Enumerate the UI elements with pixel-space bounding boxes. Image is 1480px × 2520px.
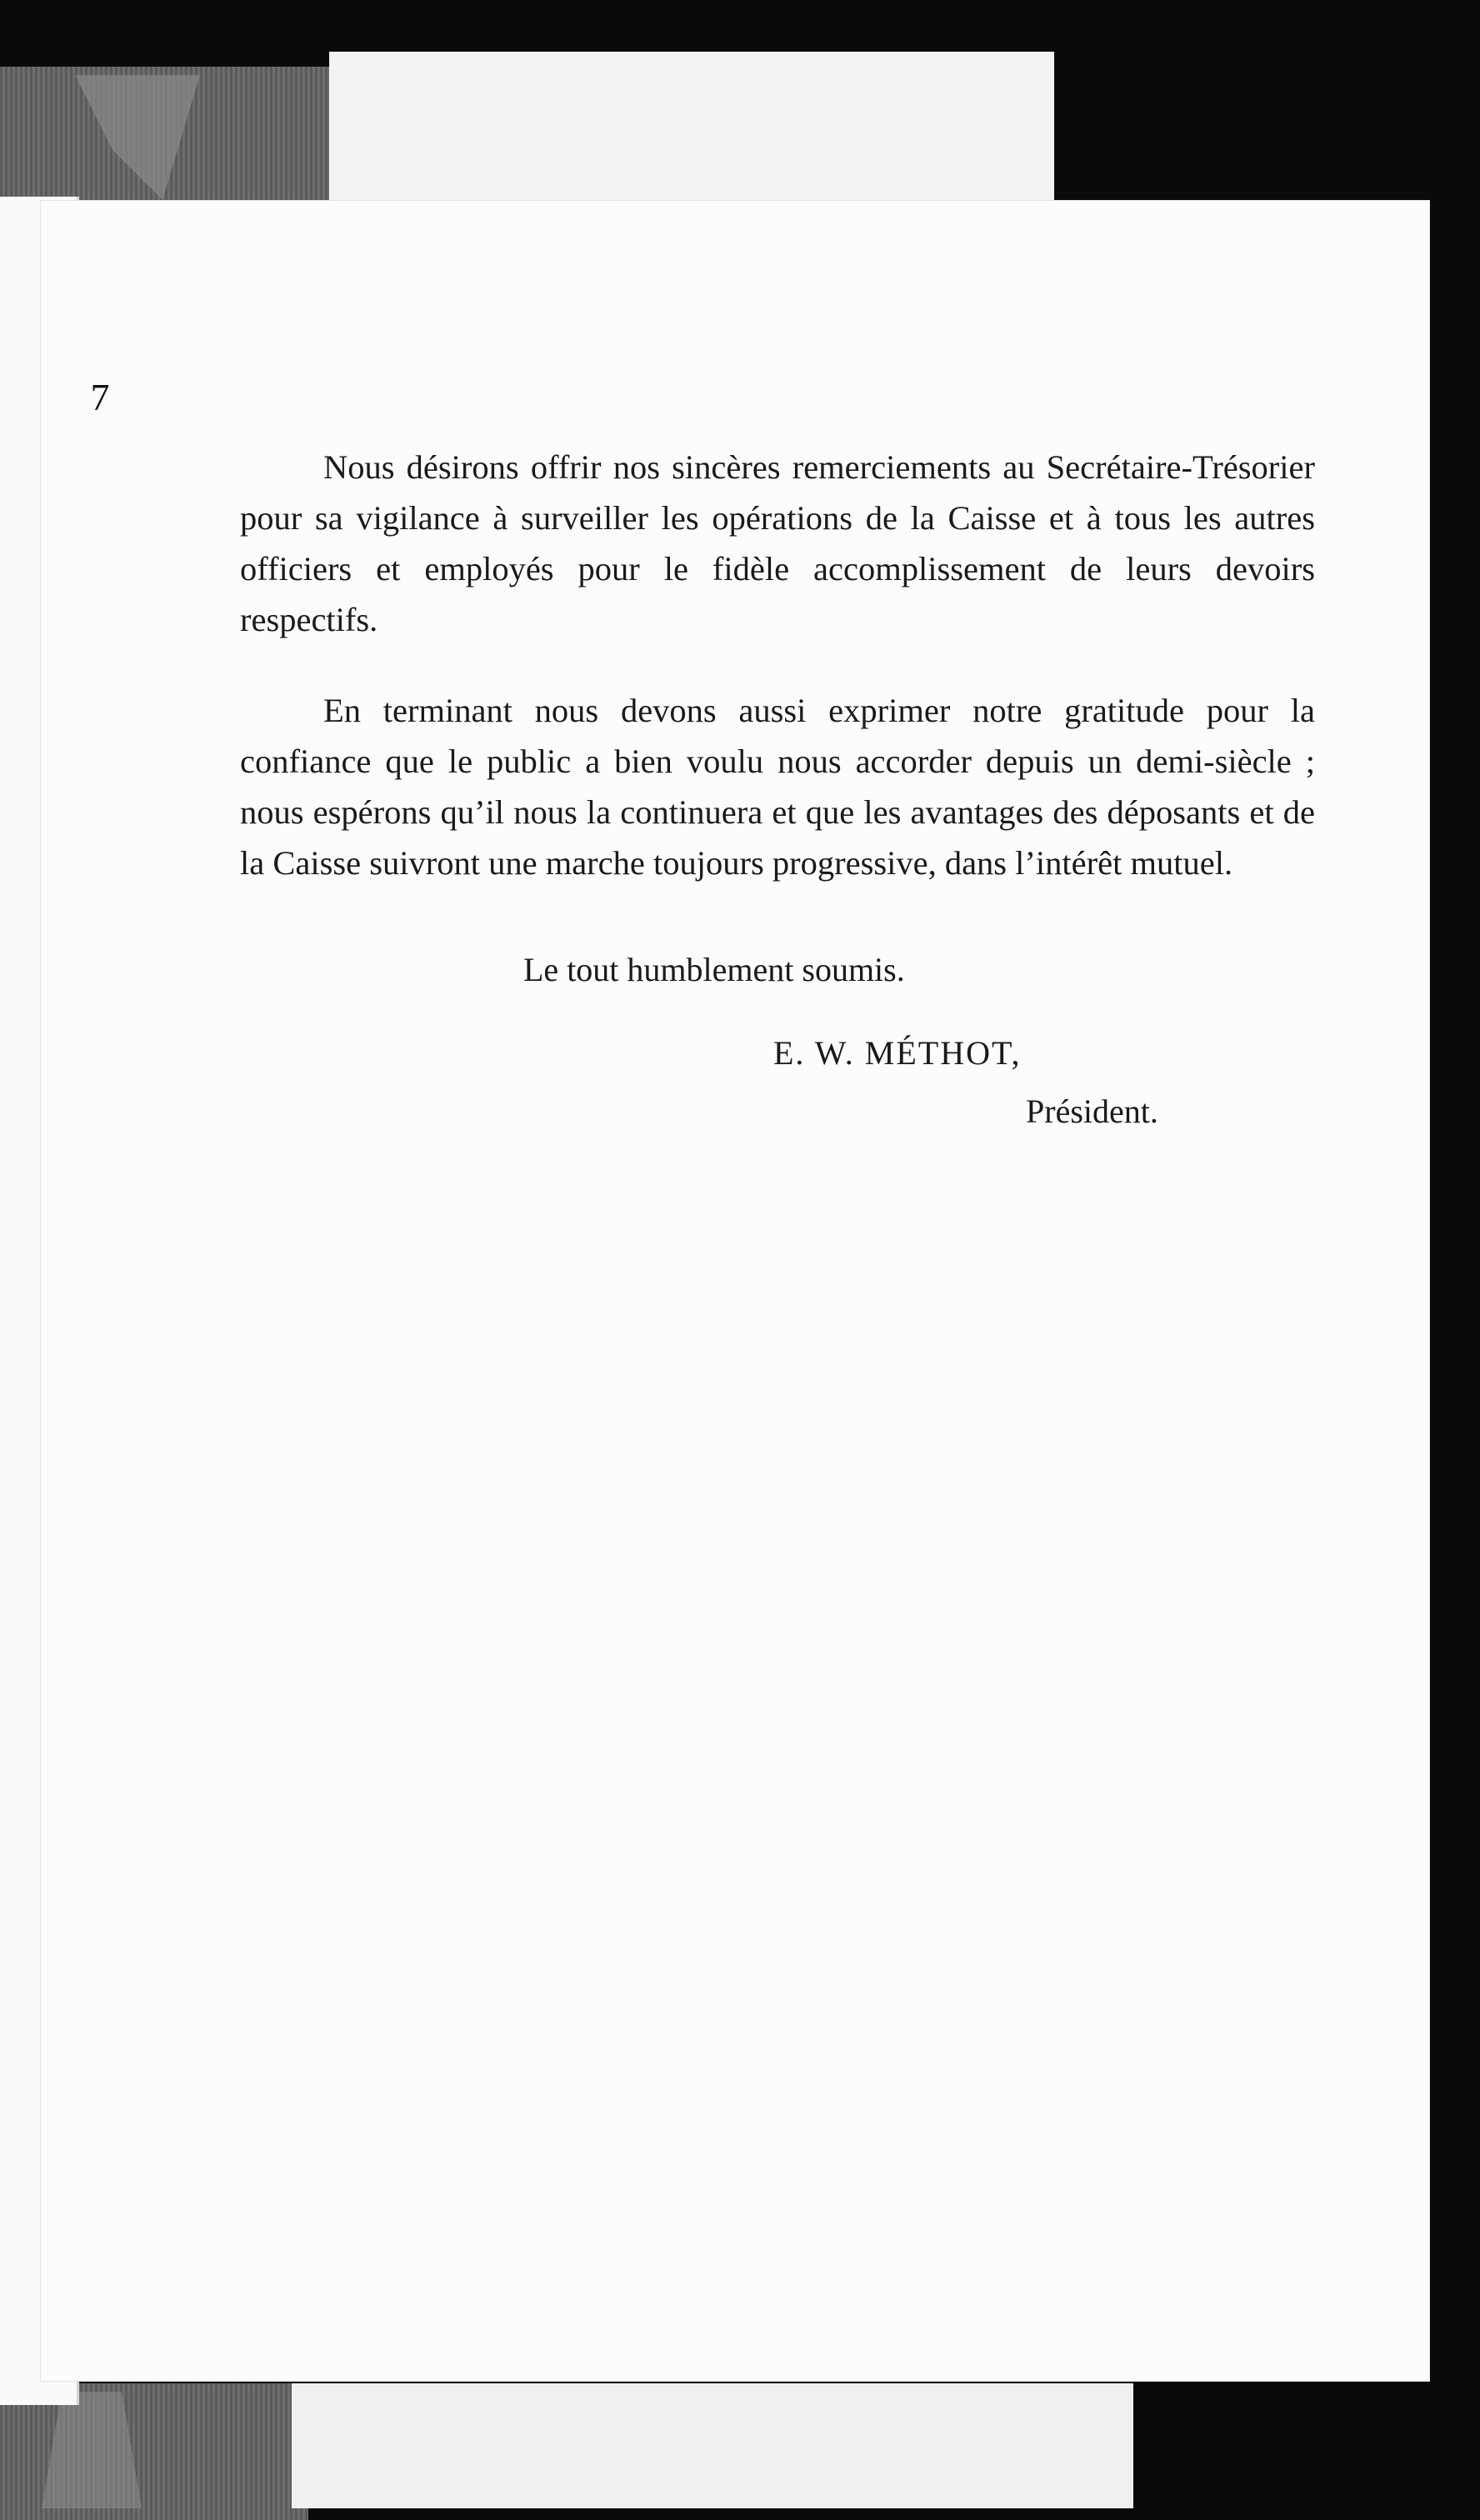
book-binding (0, 67, 333, 208)
paragraph: Nous désirons offrir nos sincères remerciements au Secrétaire-Trésorier pour sa vigilance à surveiller les opérations de la Caisse et à tous les autres officiers et employés pour le fidèle accomplissement de leurs devoirs respectifs. (240, 448, 1315, 638)
back-page (329, 52, 1054, 218)
binding-fold (75, 75, 200, 200)
back-page (292, 2383, 1133, 2508)
body-text (240, 442, 1315, 928)
page-number: 7 (90, 376, 110, 418)
signatory-name: E. W. MÉTHOT, (773, 1034, 1022, 1072)
binding-fold (42, 2392, 142, 2508)
closing-line: Le tout humblement soumis. (523, 951, 905, 988)
paragraph: En terminant nous devons aussi exprimer notre gratitude pour la confiance que le public a bien voulu nous accorder depuis un demi-siècle ; nous espérons qu’il nous la continuera et que les avantages des déposants et de la Caisse suivront une marche toujours progressive, dans l’intérêt mutuel. (240, 692, 1315, 882)
signatory-title: Président. (1026, 1092, 1158, 1130)
document-page (40, 200, 1430, 2382)
